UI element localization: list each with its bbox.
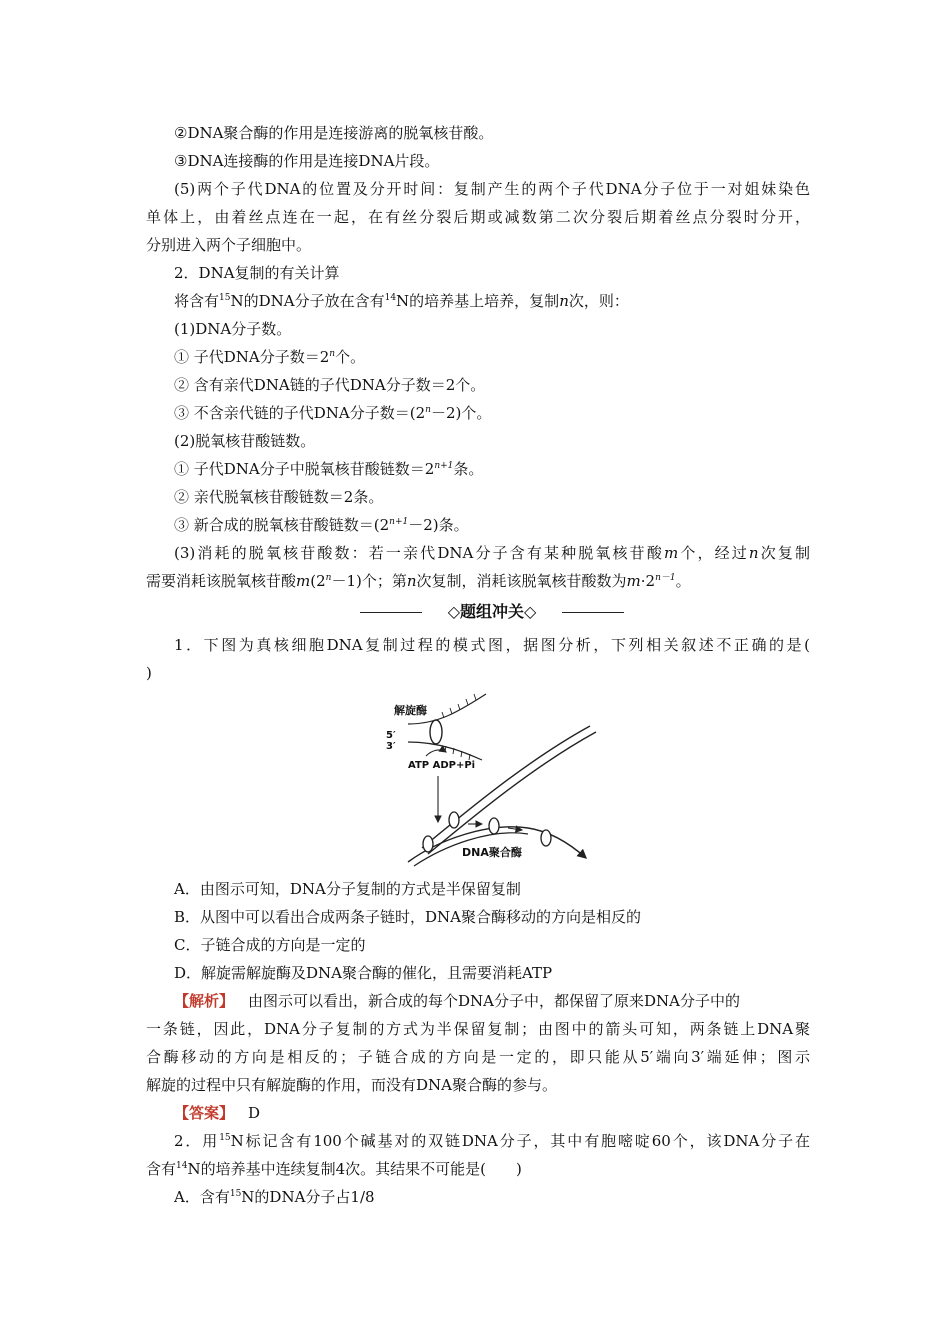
analysis-line: 合酶移动的方向是相反的；子链合成的方向是一定的，即只能从5′端向3′端延伸；图示 — [146, 1048, 810, 1066]
text-fragment: 含有 — [146, 1160, 177, 1178]
section-heading: 2．DNA复制的有关计算 — [174, 264, 340, 282]
analysis-line: 一条链，因此，DNA分子复制的方式为半保留复制；由图中的箭头可知，两条链上DNA聚 — [146, 1020, 810, 1038]
option-b: B．从图中可以看出合成两条子链时，DNA聚合酶移动的方向是相反的 — [174, 908, 642, 926]
superscript: 14 — [384, 293, 397, 303]
text-fragment: 2．用 — [174, 1132, 220, 1150]
helicase-ring — [430, 720, 442, 744]
text-fragment: (3)消耗的脱氧核苷酸数：若一亲代DNA分子含有某种脱氧核苷酸 — [174, 544, 664, 562]
three-prime-label: 3′ — [386, 741, 396, 752]
superscript — [389, 517, 408, 527]
superscript — [434, 461, 453, 471]
text-fragment: 次复制，消耗该脱氧核苷酸数为 — [416, 572, 627, 590]
text-fragment: 次，则： — [568, 292, 629, 310]
text-fragment: A．含有 — [174, 1188, 230, 1206]
text-fragment: ·2 — [640, 572, 656, 590]
superscript — [655, 573, 676, 583]
atp-label: ATP ADP+Pi — [408, 760, 476, 771]
italic-var: n — [325, 573, 332, 583]
polymerase-ring — [423, 836, 433, 852]
text-fragment: 个。 — [335, 348, 366, 366]
text-line — [146, 571, 810, 591]
italic-var: n — [329, 349, 336, 359]
answer-line — [174, 1103, 838, 1123]
text-fragment: 。 — [675, 572, 691, 590]
polymerase-ring — [541, 830, 551, 846]
text-fragment: －2)个。 — [430, 404, 492, 422]
question-stem — [174, 1131, 810, 1151]
text-line: (5)两个子代DNA的位置及分开时间：复制产生的两个子代DNA分子位于一对姐妹染色 — [174, 180, 810, 198]
banner-title: ◇题组冲关◇ — [447, 602, 537, 621]
text-fragment: －1)个；第 — [331, 572, 407, 590]
text-fragment: 需要消耗该脱氧核苷酸 — [146, 572, 297, 590]
text-line — [174, 347, 838, 367]
italic-var: n — [748, 544, 759, 562]
superscript: 14 — [176, 1161, 188, 1171]
text-fragment: 将含有 — [174, 292, 220, 310]
option-c: C．子链合成的方向是一定的 — [174, 936, 366, 954]
text-line — [174, 291, 838, 311]
italic-var: n — [406, 572, 417, 590]
text-fragment: 由图示可以看出，新合成的每个DNA分子中，都保留了原来DNA分子中的 — [248, 992, 740, 1010]
text-fragment: (2 — [310, 572, 326, 590]
dna-replication-diagram — [378, 690, 600, 868]
text-fragment: ① 子代DNA分子数＝2 — [174, 348, 330, 366]
polymerase-label: DNA聚合酶 — [462, 846, 522, 859]
italic-var: m — [626, 572, 641, 590]
option-a — [174, 1187, 838, 1207]
question-stem: 1．下图为真核细胞DNA复制过程的模式图，据图分析，下列相关叙述不正确的是( — [174, 636, 810, 654]
text-line — [174, 459, 838, 479]
text-fragment: 次复制 — [758, 544, 810, 562]
parental-strand — [422, 726, 590, 848]
text-fragment: 个，经过 — [678, 544, 749, 562]
text-line: (2)脱氧核苷酸链数。 — [174, 432, 316, 450]
italic-var: m — [296, 572, 311, 590]
text-fragment: N的DNA分子占1/8 — [241, 1188, 375, 1206]
text-line — [174, 515, 838, 535]
italic-var: n+1 — [434, 461, 454, 471]
text-fragment: N的DNA分子放在含有 — [230, 292, 385, 310]
text-fragment: ③ 新合成的脱氧核苷酸链数＝(2 — [174, 516, 390, 534]
text-fragment: ① 子代DNA分子中脱氧核苷酸链数＝2 — [174, 460, 435, 478]
answer-tag: 【答案】 — [174, 1104, 235, 1122]
text-fragment: N的培养基中连续复制4次。其结果不可能是( ) — [187, 1160, 522, 1178]
question-stem — [146, 1159, 810, 1179]
italic-var: n－1 — [655, 573, 676, 583]
text-fragment: 条。 — [453, 460, 484, 478]
superscript: 15 — [219, 293, 231, 303]
superscript: 15 — [229, 1189, 242, 1199]
analysis-tag: 【解析】 — [174, 992, 235, 1010]
option-d: D．解旋需解旋酶及DNA聚合酶的催化，且需要消耗ATP — [174, 964, 553, 982]
answer-value: D — [248, 1104, 261, 1122]
text-fragment: N的培养基上培养，复制 — [396, 292, 560, 310]
option-a: A．由图示可知，DNA分子复制的方式是半保留复制 — [174, 880, 521, 898]
text-line — [174, 543, 810, 563]
italic-var: n — [559, 292, 569, 310]
polymerase-ring — [489, 818, 499, 834]
text-line: 分别进入两个子细胞中。 — [146, 236, 312, 254]
italic-var: n — [425, 405, 431, 415]
analysis-line: 解旋的过程中只有解旋酶的作用，而没有DNA聚合酶的参与。 — [146, 1076, 557, 1094]
text-line: ② 亲代脱氧核苷酸链数＝2条。 — [174, 488, 384, 506]
text-line: ② 含有亲代DNA链的子代DNA分子数＝2个。 — [174, 376, 486, 394]
question-stem: ) — [146, 664, 152, 682]
text-line: 单体上，由着丝点连在一起，在有丝分裂后期或减数第二次分裂后期着丝点分裂时分开， — [146, 208, 810, 226]
text-fragment: －2)条。 — [408, 516, 469, 534]
helicase-label: 解旋酶 — [394, 704, 427, 717]
italic-var: n+1 — [389, 517, 409, 527]
superscript: 15 — [219, 1133, 231, 1143]
text-line: ③DNA连接酶的作用是连接DNA片段。 — [174, 152, 440, 170]
analysis-line — [174, 991, 838, 1011]
text-fragment: ③ 不含亲代链的子代DNA分子数＝(2 — [174, 404, 426, 422]
text-line — [174, 403, 838, 423]
italic-var: m — [663, 544, 679, 562]
five-prime-label: 5′ — [386, 730, 396, 741]
section-banner — [360, 601, 624, 623]
polymerase-ring — [449, 812, 459, 828]
text-line: (1)DNA分子数。 — [174, 320, 292, 338]
atp-arrow — [426, 750, 446, 756]
text-line: ②DNA聚合酶的作用是连接游离的脱氧核苷酸。 — [174, 124, 494, 142]
text-fragment: N标记含有100个碱基对的双链DNA分子，其中有胞嘧啶60个，该DNA分子在 — [230, 1132, 810, 1150]
